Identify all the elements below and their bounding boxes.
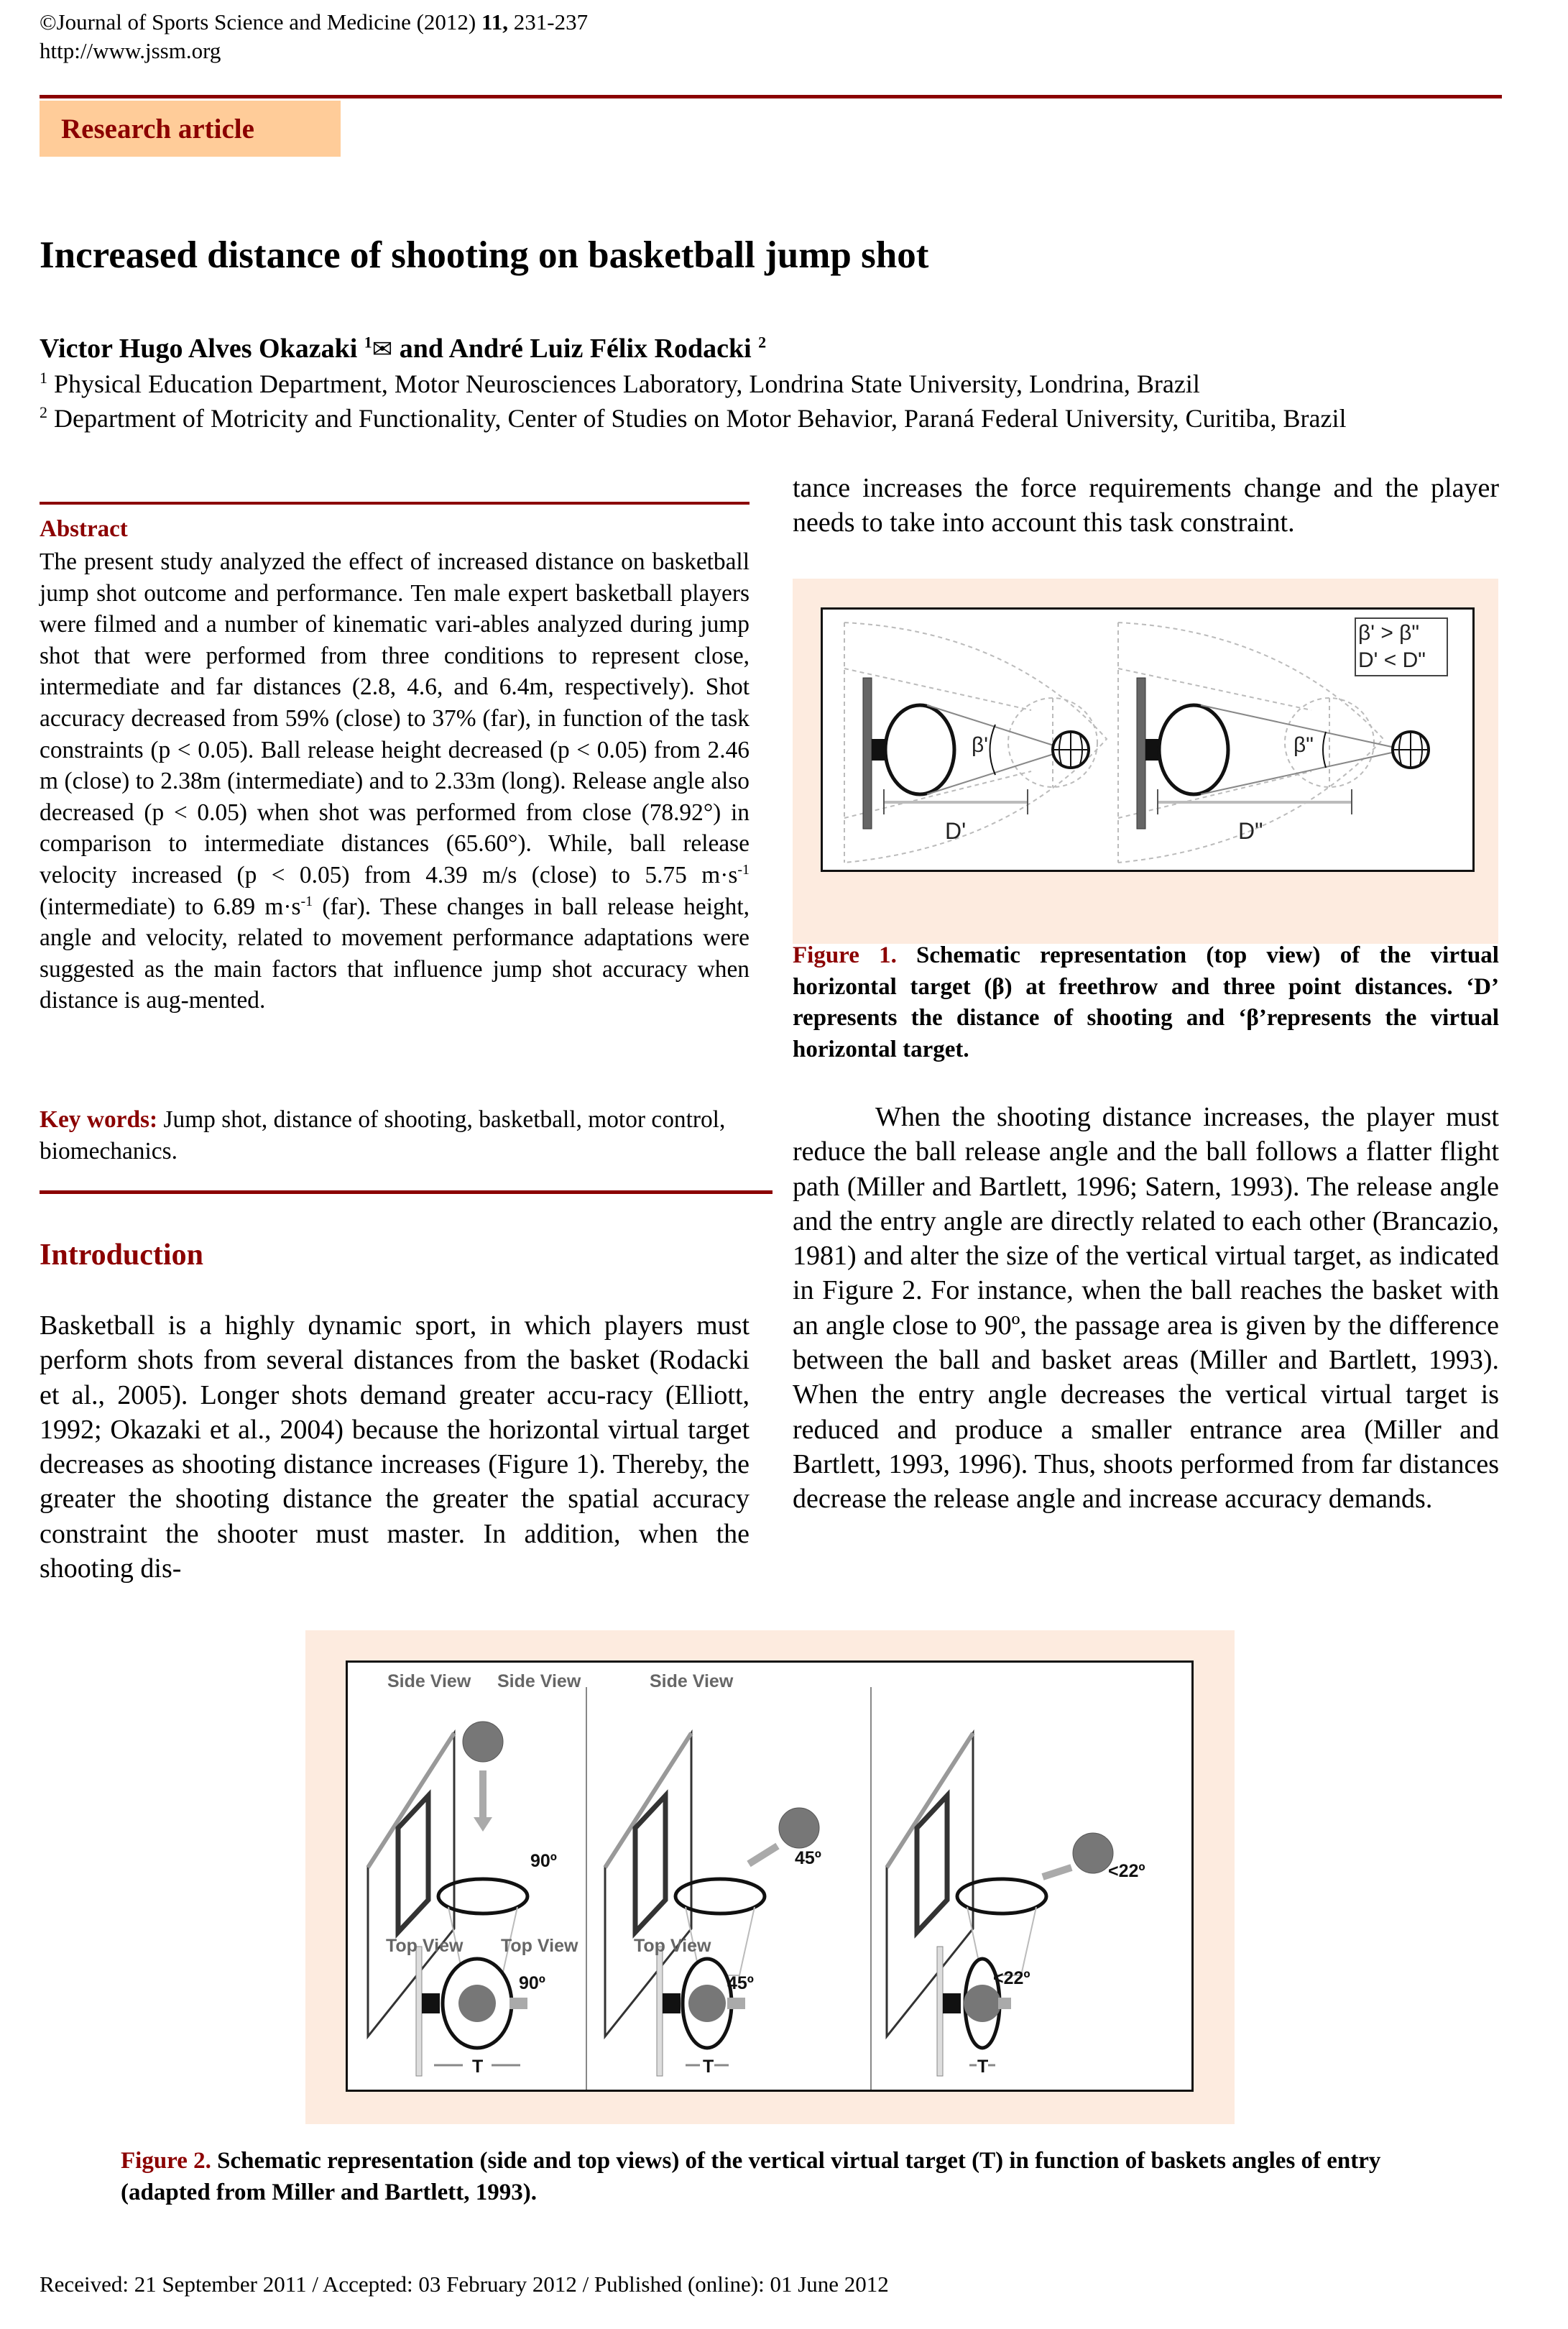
distance-prime-label: D' <box>945 818 967 844</box>
author-1: Victor Hugo Alves Okazaki <box>40 334 358 364</box>
affiliations <box>40 367 1505 436</box>
keywords-bottom-rule <box>40 1190 773 1194</box>
introduction-paragraph-1: Basketball is a highly dynamic sport, in which players must perform shots from several distances from the basket (Rodacki et al., 2005). Longer shots demand greater accu-racy (Elliott, 1992; Okazaki et al., 2004) because the horizontal virtual target decreases as shooting distance increases (Figure 1). Thereby, the greater the shooting distance the greater the spatial accuracy constraint the shooter must master. In addition, when the shooting dis- <box>40 1310 750 1584</box>
superscript: -1 <box>300 893 313 909</box>
beta-prime-label: β' <box>972 733 988 757</box>
legend-distance: D' < D" <box>1358 648 1426 672</box>
top-view-label-1: Top View <box>386 1936 464 1956</box>
figure-1-caption-text: Schematic representation (top view) of the virtual horizontal target (β) at freethrow and three point distances. ‘D’ represents the distance of shooting and ‘β’represents the virtual horizontal target. <box>793 942 1499 1062</box>
top-view-label-2: Top View <box>501 1936 578 1956</box>
target-label-3: T <box>977 2057 989 2077</box>
figure-2-diagram <box>346 1660 1194 2092</box>
figure-1-diagram <box>821 607 1475 872</box>
journal-url[interactable]: http://www.jssm.org <box>40 38 221 63</box>
figure-1-legend <box>1358 620 1426 674</box>
affiliation-2 <box>40 401 1505 436</box>
side-view-label-1: Side View <box>387 1671 471 1691</box>
angle-22-side: <22º <box>1108 1861 1145 1881</box>
publication-dates: Received: 21 September 2011 / Accepted: 03 February 2012 / Published (online): 01 June 2012 <box>40 2271 889 2297</box>
top-view-label-3: Top View <box>634 1936 711 1956</box>
keywords-label: Key words: <box>40 1106 158 1133</box>
angle-45-side: 45º <box>795 1848 821 1868</box>
figure-1-caption <box>793 940 1499 1065</box>
abstract-text: The present study analyzed the effect of increased distance on basketball jump shot outcome and performance. Ten male expert basketball players were filmed and a number of kinematic vari-ables analyzed during jump shot that were performed from three conditions to represent close, intermediate and far distances (2.8, 4.6, and 6.4m, respectively). Shot accuracy decreased from 59% (close) to 37% (far), in function of the task constraints (p < 0.05). Ball release height decreased (p < 0.05) from 2.46 m (close) to 2.38m (intermediate) and to 2.33m (long). Release angle also decreased (p < 0.05) when shot was performed from close (78.92°) in comparison to intermediate distances (65.60°). While, ball release velocity increased (p < 0.05) from 4.39 m/s (close) to 5.75 m·s <box>40 548 750 888</box>
author-2: André Luiz Félix Rodacki <box>448 334 752 364</box>
keywords <box>40 1104 750 1167</box>
abstract-text: (intermediate) to 6.89 m·s <box>40 893 301 920</box>
journal-volume: 11, <box>481 9 509 35</box>
author-1-affiliation: 1 <box>364 333 372 352</box>
introduction-paragraph-2: When the shooting distance increases, the player must reduce the ball release angle and the ball follows a flatter flight path (Miller and Bartlett, 1996; Satern, 1993). The release angle and the entry angle are directly related to each other (Brancazio, 1981) and alter the size of the vertical virtual target, as indicated in Figure 2. For instance, when the ball reaches the basket with an angle close to 90º, the passage area is given by the difference between the ball and basket areas (Miller and Bartlett, 1993). When the entry angle decreases the vertical virtual target is reduced and produce a smaller entrance area (Miller and Bartlett, 1993, 1996). Thus, shoots performed from far distances decrease the release angle and increase accuracy demands. <box>793 1102 1499 1515</box>
beta-double-prime-label: β" <box>1293 733 1314 757</box>
figure-1-panel <box>793 579 1498 944</box>
affiliation-number: 2 <box>40 403 47 421</box>
figure-2-label: Figure 2. <box>121 2148 211 2174</box>
abstract-body <box>40 546 750 1016</box>
legend-beta: β' > β" <box>1358 621 1420 645</box>
superscript: -1 <box>737 861 750 878</box>
affiliation-text: Department of Motricity and Functionality, Center of Studies on Motor Behavior, Paraná Federal University, Curitiba, Brazil <box>54 404 1347 433</box>
angle-45-top: 45º <box>727 1973 754 1993</box>
abstract-top-rule <box>40 502 750 505</box>
header-rule <box>40 95 1502 98</box>
target-label-2: T <box>703 2057 714 2077</box>
introduction-paragraph-1-continued: tance increases the force requirements change and the player needs to take into account this task constraint. <box>793 473 1499 538</box>
side-view-label-2: Side View <box>497 1671 581 1691</box>
mail-icon[interactable]: ✉ <box>372 336 393 363</box>
side-view-label-3: Side View <box>650 1671 734 1691</box>
journal-name: ©Journal of Sports Science and Medicine (2012) <box>40 9 481 35</box>
angle-90-top: 90º <box>519 1973 545 1993</box>
target-label-1: T <box>472 2057 484 2077</box>
angle-22-top: <22º <box>993 1968 1030 1988</box>
distance-double-prime-label: D" <box>1238 818 1263 844</box>
journal-citation <box>40 9 588 36</box>
introduction-heading: Introduction <box>40 1239 203 1272</box>
angle-90-side: 90º <box>530 1851 557 1871</box>
author-conjunction: and <box>392 334 449 364</box>
author-2-affiliation: 2 <box>758 333 767 352</box>
journal-pages: 231-237 <box>508 9 589 35</box>
abstract-heading: Abstract <box>40 516 128 542</box>
figure-1-label: Figure 1. <box>793 942 897 968</box>
affiliation-text: Physical Education Department, Motor Neurosciences Laboratory, Londrina State University, Londrina, Brazil <box>54 369 1200 398</box>
author-line <box>40 333 766 364</box>
abstract-text: (far). These changes in ball release height, angle and velocity, related to movement performance adaptations were suggested as the main factors that influence jump shot accuracy when distance is aug-mented. <box>40 893 750 1014</box>
article-title: Increased distance of shooting on basketball jump shot <box>40 234 929 276</box>
basket-entry-diagram-icon <box>348 1663 1191 2090</box>
keywords-text: Jump shot, distance of shooting, basketball, motor control, biomechanics. <box>40 1106 726 1164</box>
affiliation-number: 1 <box>40 369 47 387</box>
figure-2-caption <box>121 2146 1414 2208</box>
figure-2-panel <box>305 1630 1235 2124</box>
article-type-badge: Research article <box>40 101 341 157</box>
figure-2-caption-text: Schematic representation (side and top views) of the vertical virtual target (T) in function of baskets angles of entry (adapted from Miller and Bartlett, 1993). <box>121 2148 1381 2205</box>
affiliation-1 <box>40 367 1505 401</box>
